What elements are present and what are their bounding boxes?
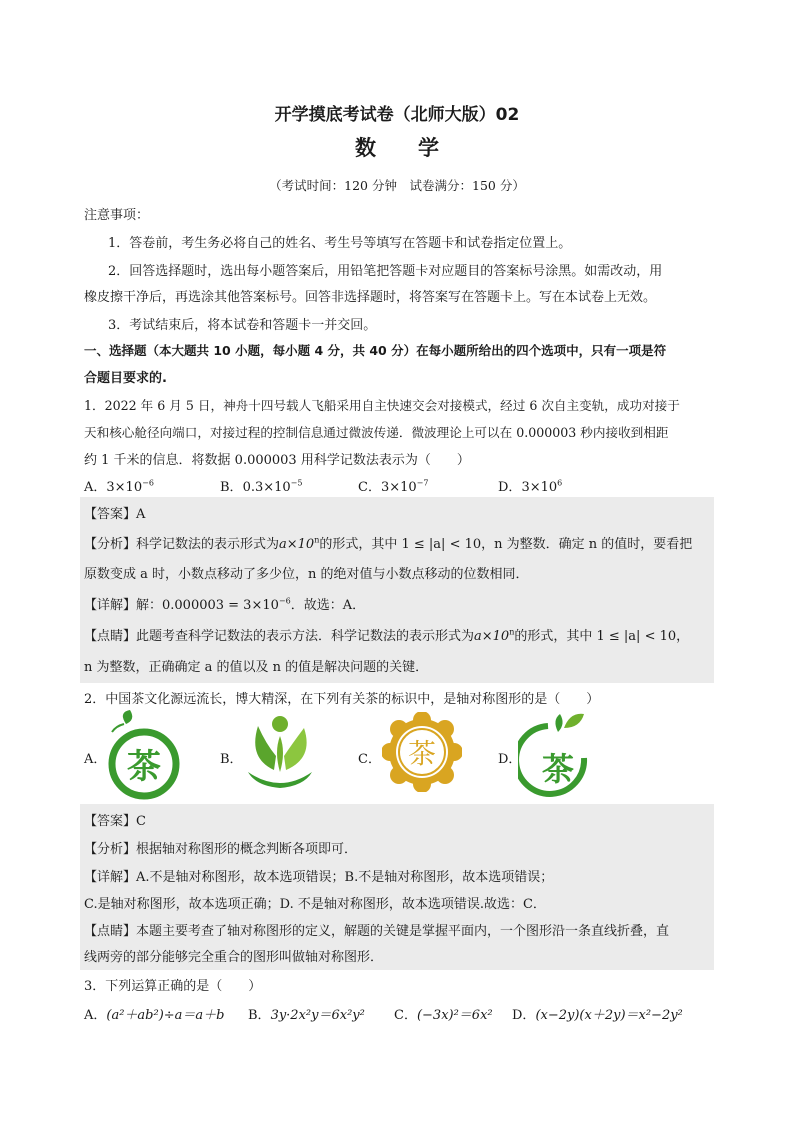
q2-stem: 2．中国茶文化源远流长，博大精深，在下列有关茶的标识中，是轴对称图形的是（ ） [84,692,600,707]
q3-option-b: B．3y·2x²y＝6x²y² [248,1008,365,1023]
tea-logo-d [518,710,590,802]
note-item-2: 2．回答选择题时，选出每小题答案后，用铅笔把答题卡对应题目的答案标号涂黑。如需改动，用 [108,264,663,279]
q1-detail: 【详解】解：$0.000003 = 3\times 10^{-6}$．故选：A． [84,596,366,613]
note-item-3: 3．考试结束后，将本试卷和答题卡一并交回。 [108,318,377,333]
note-item-1: 1．答卷前，考生务必将自己的姓名、考生号等填写在答题卡和试卷指定位置上。 [108,236,572,251]
tea-logo-b [244,712,316,792]
q2-detail-cont: C.是轴对称图形，故本选项正确；D. 不是轴对称图形，故本选项错误.故选：C． [84,897,546,912]
note-item-2-cont: 橡皮擦干净后，再选涂其他答案标号。回答非选择题时，将答案写在答题卡上。写在本试卷上无效。 [84,290,657,305]
q1-option-d: D．$3\times 10^6$ [498,478,563,495]
q2-option-a-label: A． [84,752,107,767]
logo-d-character: 茶 [541,750,575,788]
q1-analysis-cont: 原数变成 a 时，小数点移动了多少位，n 的绝对值与小数点移动的位数相同． [84,567,529,582]
q3-option-d: D．(x−2y)(x＋2y)＝x²−2y² [512,1008,683,1023]
q1-answer: 【答案】A [84,507,146,522]
q1-option-a: A．$3\times 10^{-6}$ [84,478,154,495]
logo-c-character: 茶 [407,737,437,770]
q2-comment: 【点睛】本题主要考查了轴对称图形的定义，解题的关键是掌握平面内，一个图形沿一条直线折叠，直 [84,924,670,939]
exam-info: （考试时间：120 分钟 试卷满分：150 分） [269,178,525,193]
q1-stem-line2: 天和核心舱径向端口，对接过程的控制信息通过微波传递．微波理论上可以在 0.000003 秒内接收到相距 [84,425,669,440]
q1-stem-line1: 1．2022 年 6 月 5 日，神舟十四号载人飞船采用自主快速交会对接模式，经过 6 次自主变轨，成功对接于 [84,398,680,413]
q2-analysis: 【分析】根据轴对称图形的概念判断各项即可． [84,842,358,857]
q3-stem: 3．下列运算正确的是（ ） [84,979,262,994]
q1-comment: 【点睛】此题考查科学记数法的表示方法．科学记数法的表示形式为$a\times 10^n$的形式，其中 1 ≤ |a| < 10， [84,627,690,644]
q2-comment-cont: 线两旁的部分能够完全重合的图形叫做轴对称图形． [84,950,384,965]
q1-option-c: C．$3\times 10^{-7}$ [358,478,429,495]
tea-logo-c [382,712,462,792]
q3-option-c: C．(−3x)²＝6x² [394,1008,493,1023]
q1-option-b: B．$0.3\times 10^{-5}$ [220,478,303,495]
section-heading-cont: 合题目要求的. [84,371,167,386]
q2-option-c-label: C． [358,752,381,767]
page-title: 开学摸底考试卷（北师大版）02 [274,105,520,125]
q1-comment-cont: n 为整数，正确确定 a 的值以及 n 的值是解决问题的关键． [84,660,429,675]
q2-option-b-label: B． [220,752,243,767]
logo-a-character: 茶 [127,747,161,787]
tea-logo-a [104,710,184,802]
q2-option-d-label: D． [498,752,522,767]
section-heading: 一、选择题（本大题共 10 小题，每小题 4 分，共 40 分）在每小题所给出的四个选项中，只有一项是符 [84,343,667,358]
notes-heading: 注意事项： [84,208,150,223]
subject-title: 数学 [355,136,481,160]
q2-detail: 【详解】A.不是轴对称图形，故本选项错误；B.不是轴对称图形，故本选项错误； [84,870,554,885]
q3-option-a: A．(a²＋ab²)÷a＝a＋b [84,1008,225,1023]
q1-stem-line3: 约 1 千米的信息．将数据 0.000003 用科学记数法表示为（ ） [84,453,470,468]
q2-answer: 【答案】C [84,814,146,829]
q1-analysis: 【分析】科学记数法的表示形式为$a\times 10^n$的形式，其中 1 ≤ |a| < 10，n 为整数．确定 n 的值时，要看把 [84,535,693,552]
